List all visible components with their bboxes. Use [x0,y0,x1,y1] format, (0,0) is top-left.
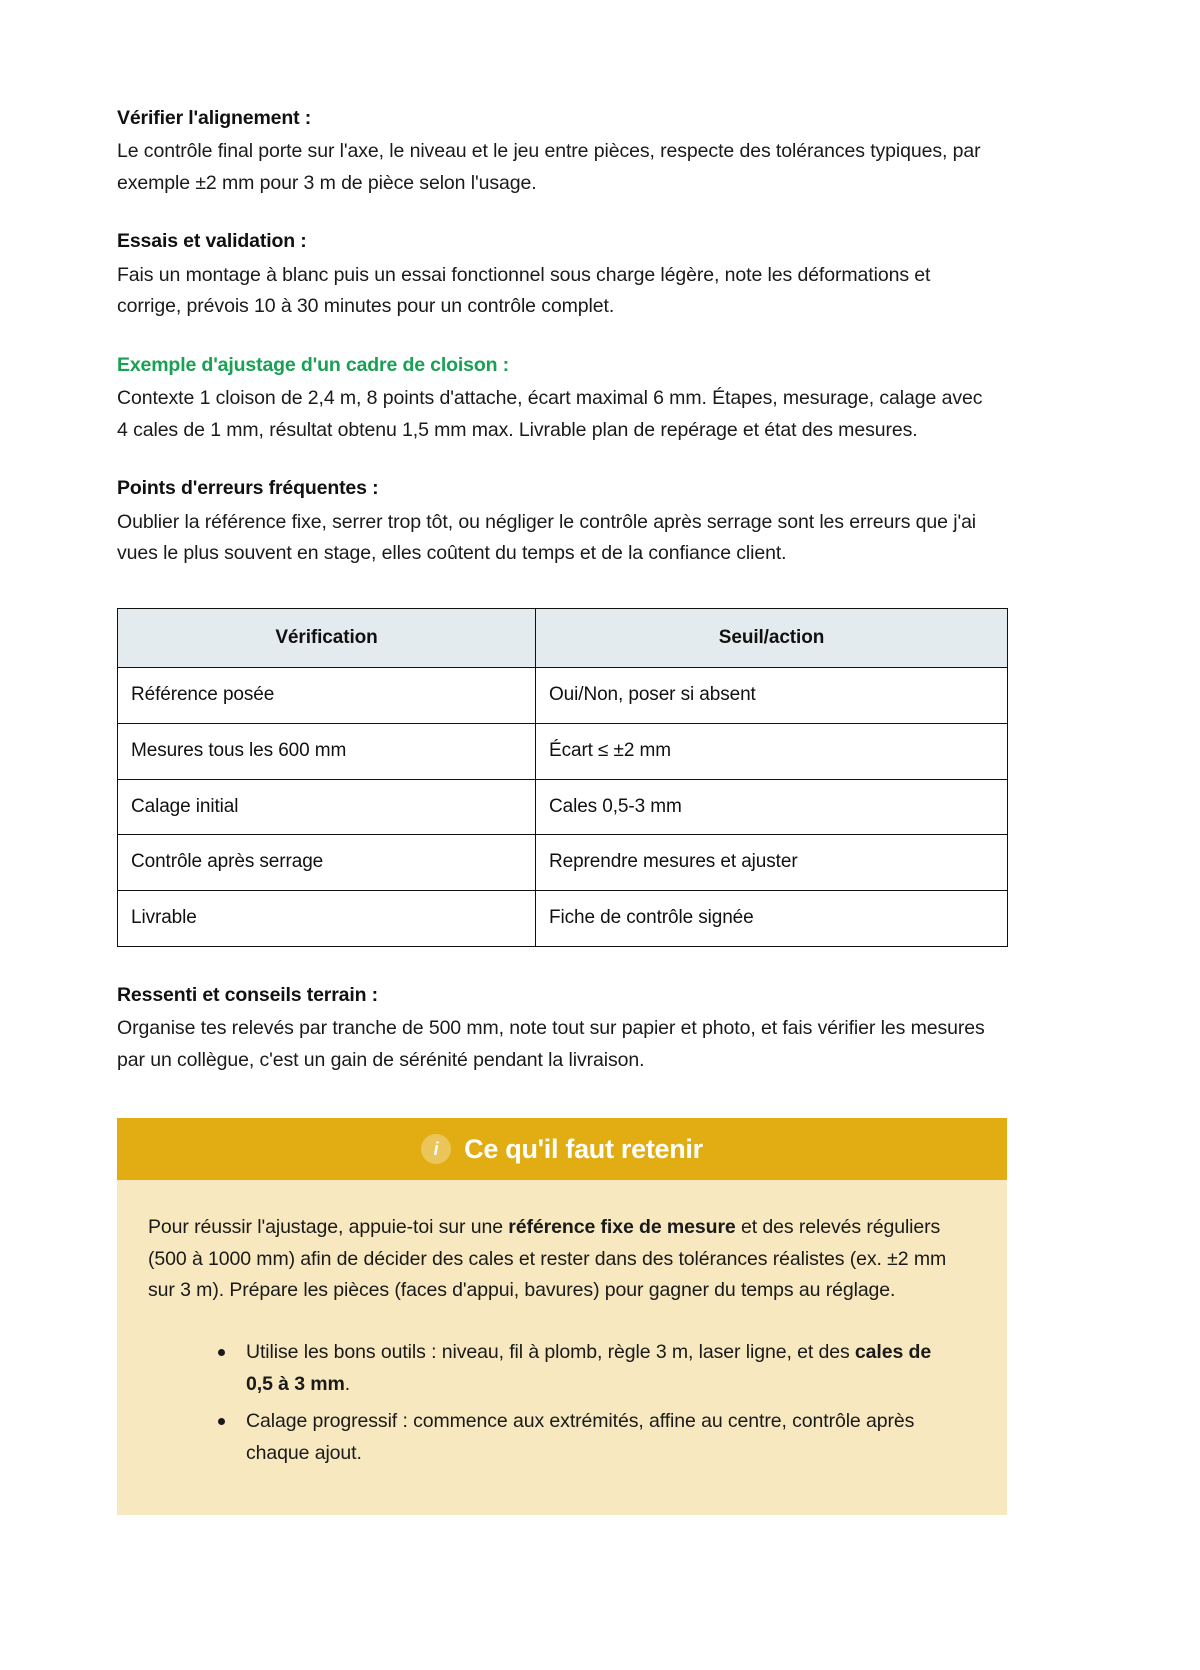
section-body: Le contrôle final porte sur l'axe, le niveau et le jeu entre pièces, respecte des tolérances typiques, par exemple ±2 mm pour 3 m de pièce selon l'usage. [117,140,981,194]
callout-title: Ce qu'il faut retenir [464,1133,703,1164]
list-item [246,1337,963,1400]
section-heading: Vérifier l'alignement : [117,107,312,129]
table-header-cell-seuil-action: Seuil/action [536,608,1008,668]
table-cell-verification: Mesures tous les 600 mm [118,724,536,780]
table-row [118,724,1008,780]
verification-table-wrapper [117,608,1007,947]
table-row [118,835,1008,891]
table-row [118,668,1008,724]
table-cell-verification: Calage initial [118,779,536,835]
callout-bullet-list [148,1337,963,1469]
table-cell-verification: Livrable [118,891,536,947]
section-exemple-ajustage [117,351,1010,446]
section-body: Fais un montage à blanc puis un essai fonctionnel sous charge légère, note les déformations et corrige, prévois 10 à 30 minutes pour un contrôle complet. [117,263,931,318]
section-body: Contexte 1 cloison de 2,4 m, 8 points d'attache, écart maximal 6 mm. Étapes, mesurage, calage avec 4 cales de 1 mm, résultat obtenu 1,5 mm max. Livrable plan de repérage et état des mesures. [117,387,983,441]
table-row [118,779,1008,835]
table-cell-verification: Contrôle après serrage [118,835,536,891]
section-body: Organise tes relevés par tranche de 500 mm, note tout sur papier et photo, et fais vérifier les mesures par un collègue, c'est un gain de sérénité pendant la livraison. [117,1017,985,1071]
section-points-erreurs [117,474,1010,569]
section-heading-green: Exemple d'ajustage d'un cadre de cloison : [117,353,509,376]
verification-table [117,608,1008,947]
list-item [246,1406,963,1469]
table-cell-seuil-action: Écart ≤ ±2 mm [536,724,1008,780]
callout-paragraph: Pour réussir l'ajustage, appuie-toi sur une référence fixe de mesure et des relevés réguliers (500 à 1000 mm) afin de décider des cales et rester dans des tolérances réalistes (ex. ±2 mm sur 3 m). Prépare les pièces (faces d'appui, bavures) pour gagner du temps au réglage. [148,1216,947,1302]
section-heading: Essais et validation : [117,230,307,253]
list-item-text: Utilise les bons outils : niveau, fil à plomb, règle 3 m, laser ligne, et des cales de 0,5 à 3 mm. [246,1340,932,1395]
section-heading: Points d'erreurs fréquentes : [117,477,379,500]
table-cell-seuil-action: Cales 0,5-3 mm [536,779,1008,835]
section-essais-validation [117,227,1010,322]
table-body [118,668,1008,946]
section-ressenti-conseils [117,981,1010,1076]
section-verifier-alignement [117,104,1010,199]
callout-header [117,1118,1007,1180]
info-icon: i [421,1134,451,1164]
table-cell-seuil-action: Reprendre mesures et ajuster [536,835,1008,891]
section-body: Oublier la référence fixe, serrer trop tôt, ou négliger le contrôle après serrage sont les erreurs que j'ai vues le plus souvent en stage, elles coûtent du temps et de la confiance client. [117,510,977,565]
table-cell-verification: Référence posée [118,668,536,724]
table-row [118,891,1008,947]
callout-body [117,1180,1007,1515]
list-item-text: Calage progressif : commence aux extrémités, affine au centre, contrôle après chaque ajout. [246,1410,915,1464]
retenir-callout [117,1118,1007,1515]
table-cell-seuil-action: Oui/Non, poser si absent [536,668,1008,724]
bullet-icon [218,1349,225,1356]
table-header-cell-verification: Vérification [118,608,536,668]
table-header-row [118,608,1008,668]
section-heading: Ressenti et conseils terrain : [117,983,379,1006]
table-cell-seuil-action: Fiche de contrôle signée [536,891,1008,947]
bullet-icon [218,1418,225,1425]
